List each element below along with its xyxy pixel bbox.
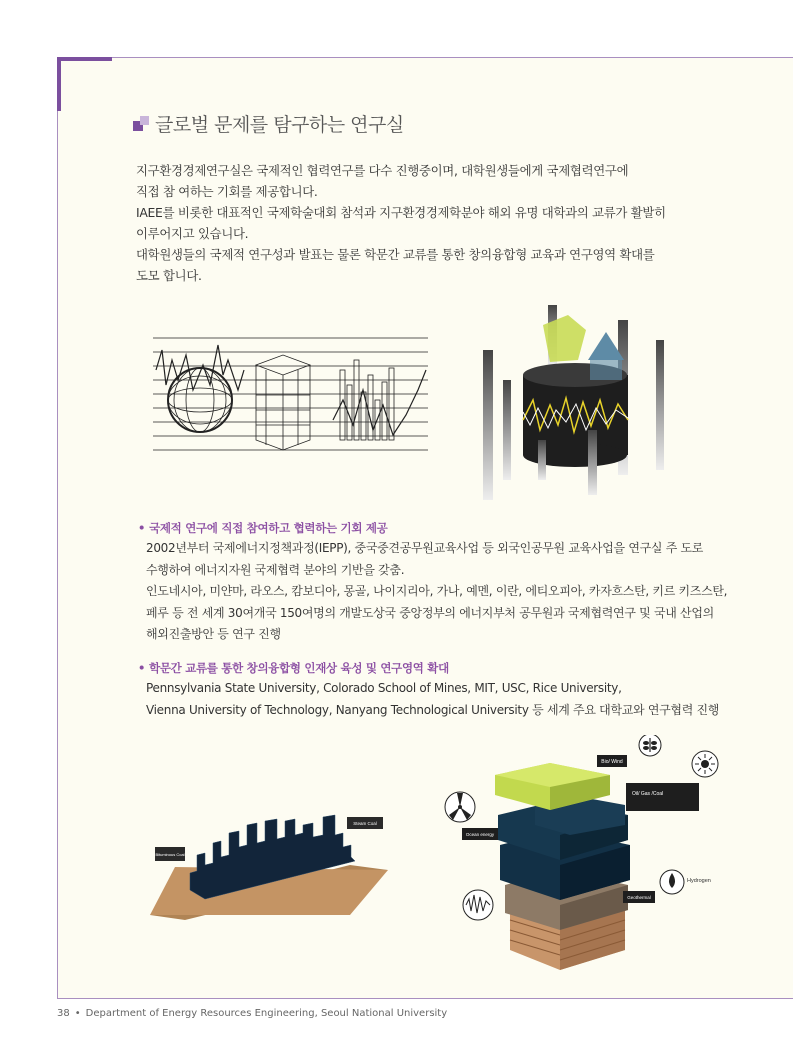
intro-paragraph [136,160,736,286]
section-international [138,520,727,646]
label-geothermal: Geothermal [627,895,651,900]
section-body [138,538,727,646]
footer-text: Department of Energy Resources Engineering, Seoul National University [85,1008,448,1019]
sun-icon [692,751,718,777]
section-heading-text: 국제적 연구에 직접 참여하고 협력하는 기회 제공 [149,521,388,535]
section-heading-text: 학문간 교류를 통한 창의융합형 인재상 육성 및 연구영역 확대 [149,661,449,675]
page-number: 38 [57,1008,70,1019]
leaf-icon [639,735,661,756]
coal-illustration [145,795,395,920]
intro-line: 직접 참 여하는 기회를 제공합니다. [136,184,318,199]
section-exchange [138,660,719,721]
intro-line: 지구환경경제연구실은 국제적인 협력연구를 다수 진행중이며, 대학원생들에게 국제협력연구에 [136,163,629,178]
corner-accent [57,57,112,111]
wave-icon [463,890,493,920]
page-title: 글로벌 문제를 탐구하는 연구실 [155,114,404,136]
section-heading: • 국제적 연구에 직접 참여하고 협력하는 기회 제공 [138,521,388,535]
label-bituminous-coal: Bituminous Coal [155,852,185,857]
intro-line: 이루어지고 있습니다. [136,226,249,241]
intro-line: 대학원생들의 국제적 연구성과 발표는 물론 학문간 교류를 통한 창의융합형 교육과 연구영역 확대를 [136,247,655,262]
label-oil-gas-coal: Oil/ Gas /Coal [632,791,664,797]
section-line: 수행하여 에너지자원 국제협력 분야의 기반을 갖춤. [146,562,405,577]
label-bio-wind: Bio/ Wind [601,759,623,765]
section-line: 인도네시아, 미얀마, 라오스, 캄보디아, 몽골, 나이지리아, 가나, 예멘, 이란, 에티오피아, 카자흐스탄, 키르 키즈스탄, [146,584,728,598]
wind-turbine-icon [445,792,475,822]
page-title-row [133,110,404,137]
section-line: 페루 등 전 세계 30여개국 150여명의 개발도상국 중앙정부의 에너지부처 공무원과 국제협력연구 및 국내 산업의 [146,605,714,620]
section-line: 해외진출방안 등 연구 진행 [146,627,281,641]
energy-strata-illustration [440,735,725,975]
section-body [138,678,719,721]
section-heading: • 학문간 교류를 통한 창의융합형 인재상 육성 및 연구영역 확대 [138,661,449,675]
page-footer [57,1008,447,1019]
cylinder-chart-illustration [478,300,668,505]
globe-chart-illustration [148,330,433,465]
intro-line: 도모 합니다. [136,268,202,283]
section-line: Pennsylvania State University, Colorado School of Mines, MIT, USC, Rice University, [146,681,622,695]
label-hydrogen: Hydrogen [687,878,711,884]
title-square-icon [133,116,149,132]
section-line: 2002년부터 국제에너지정책과정(IEPP), 중국중견공무원교육사업 등 외국인공무원 교육사업을 연구실 주 도로 [146,541,704,555]
water-drop-icon [660,870,684,894]
label-steam-coal: Steam Coal [353,821,377,826]
footer-separator: • [74,1008,81,1019]
section-line: Vienna University of Technology, Nanyang Technological University 등 세계 주요 대학교와 연구협력 진행 [146,702,720,717]
label-ocean-energy: Ocean energy [465,832,495,837]
intro-line: IAEE를 비롯한 대표적인 국제학술대회 참석과 지구환경경제학분야 해외 유명 대학과의 교류가 활발히 [136,205,666,220]
